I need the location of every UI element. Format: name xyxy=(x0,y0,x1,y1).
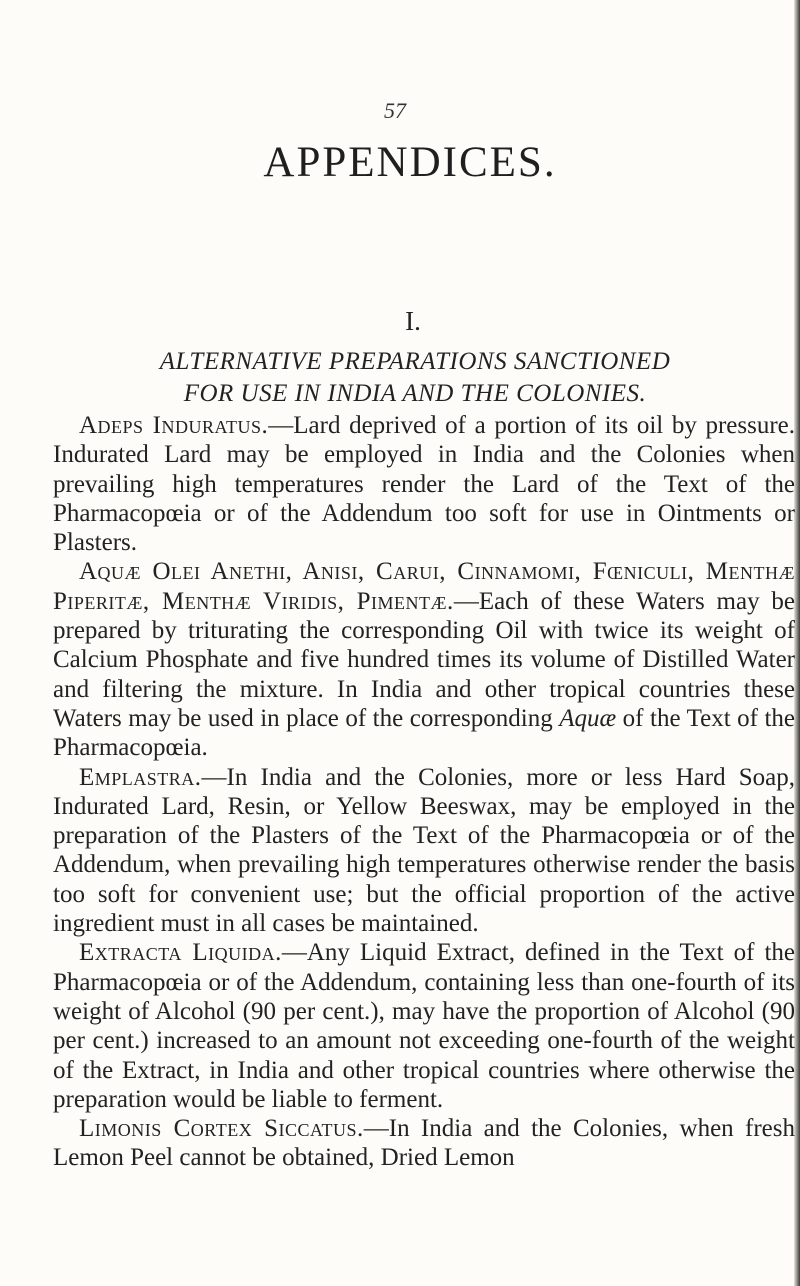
entry-term: Extracta Liquida. xyxy=(79,939,282,967)
entry-term: Aquæ Olei Anethi, Anisi, Carui, Cinnamomi, Fœniculi, Menthæ Piperitæ, Menthæ Viridis, Pimentæ. xyxy=(53,558,795,615)
page-number: 57 xyxy=(384,98,406,123)
entry-text-end: of the Text of the Pharmacopœia. xyxy=(53,704,795,762)
page-heading: APPENDICES. xyxy=(263,139,557,186)
entry-aquae xyxy=(53,557,795,762)
entry-emplastra xyxy=(53,763,795,939)
entry-text: —Any Liquid Extract, defined in the Text of the Pharmacopœia or of the Addendum, containing less than one-fourth of its weight of Alcohol (90 per cent.), may have the proportion of Alcohol (90 per cent.) increased to an amount not exceeding one-fourth of the weight of the Extract, in India and other tropical countries where otherwise the preparation would be liable to ferment. xyxy=(53,939,795,1113)
section-title-line-1: ALTERNATIVE PREPARATIONS SANCTIONED xyxy=(159,348,671,375)
entry-term: Limonis Cortex Siccatus. xyxy=(79,1115,364,1143)
section-numeral: I. xyxy=(405,306,421,336)
body-text xyxy=(53,411,795,1173)
entry-text: —In India and the Colonies, when fresh Lemon Peel cannot be obtained, Dried Lemon xyxy=(53,1115,795,1172)
entry-adeps-induratus xyxy=(53,411,795,557)
section-title xyxy=(36,346,794,410)
entry-limonis-cortex xyxy=(53,1114,795,1173)
entry-text: —In India and the Colonies, more or less Hard Soap, Indurated Lard, Resin, or Yellow Beeswax, may be employed in the preparation of the Plasters of the Text of the Pharmacopœia or of the Addendum, when prevailing high temperatures otherwise render the basis too soft for convenient use; but the official proportion of the active ingredient must in all cases be maintained. xyxy=(53,763,795,938)
entry-text: —Lard deprived of a portion of its oil by pressure. Indurated Lard may be employed in India and the Colonies when prevailing high temperatures render the Lard of the Text of the Pharmacopœia or of the Addendum too soft for use in Ointments or Plasters. xyxy=(53,412,795,557)
entry-text: —Each of these Waters may be prepared by triturating the corresponding Oil with twice its weight of Calcium Phosphate and five hundred times its volume of Distilled Water and filtering the mixture. In India and other tropical countries these Waters may be used in place of the corresponding xyxy=(53,587,795,732)
entry-extracta-liquida xyxy=(53,938,795,1114)
entry-term: Adeps Induratus. xyxy=(79,412,269,439)
entry-term: Emplastra. xyxy=(79,763,202,791)
entry-italic-term: Aquæ xyxy=(559,704,617,732)
section-title-line-2: FOR USE IN INDIA AND THE COLONIES. xyxy=(183,380,647,407)
